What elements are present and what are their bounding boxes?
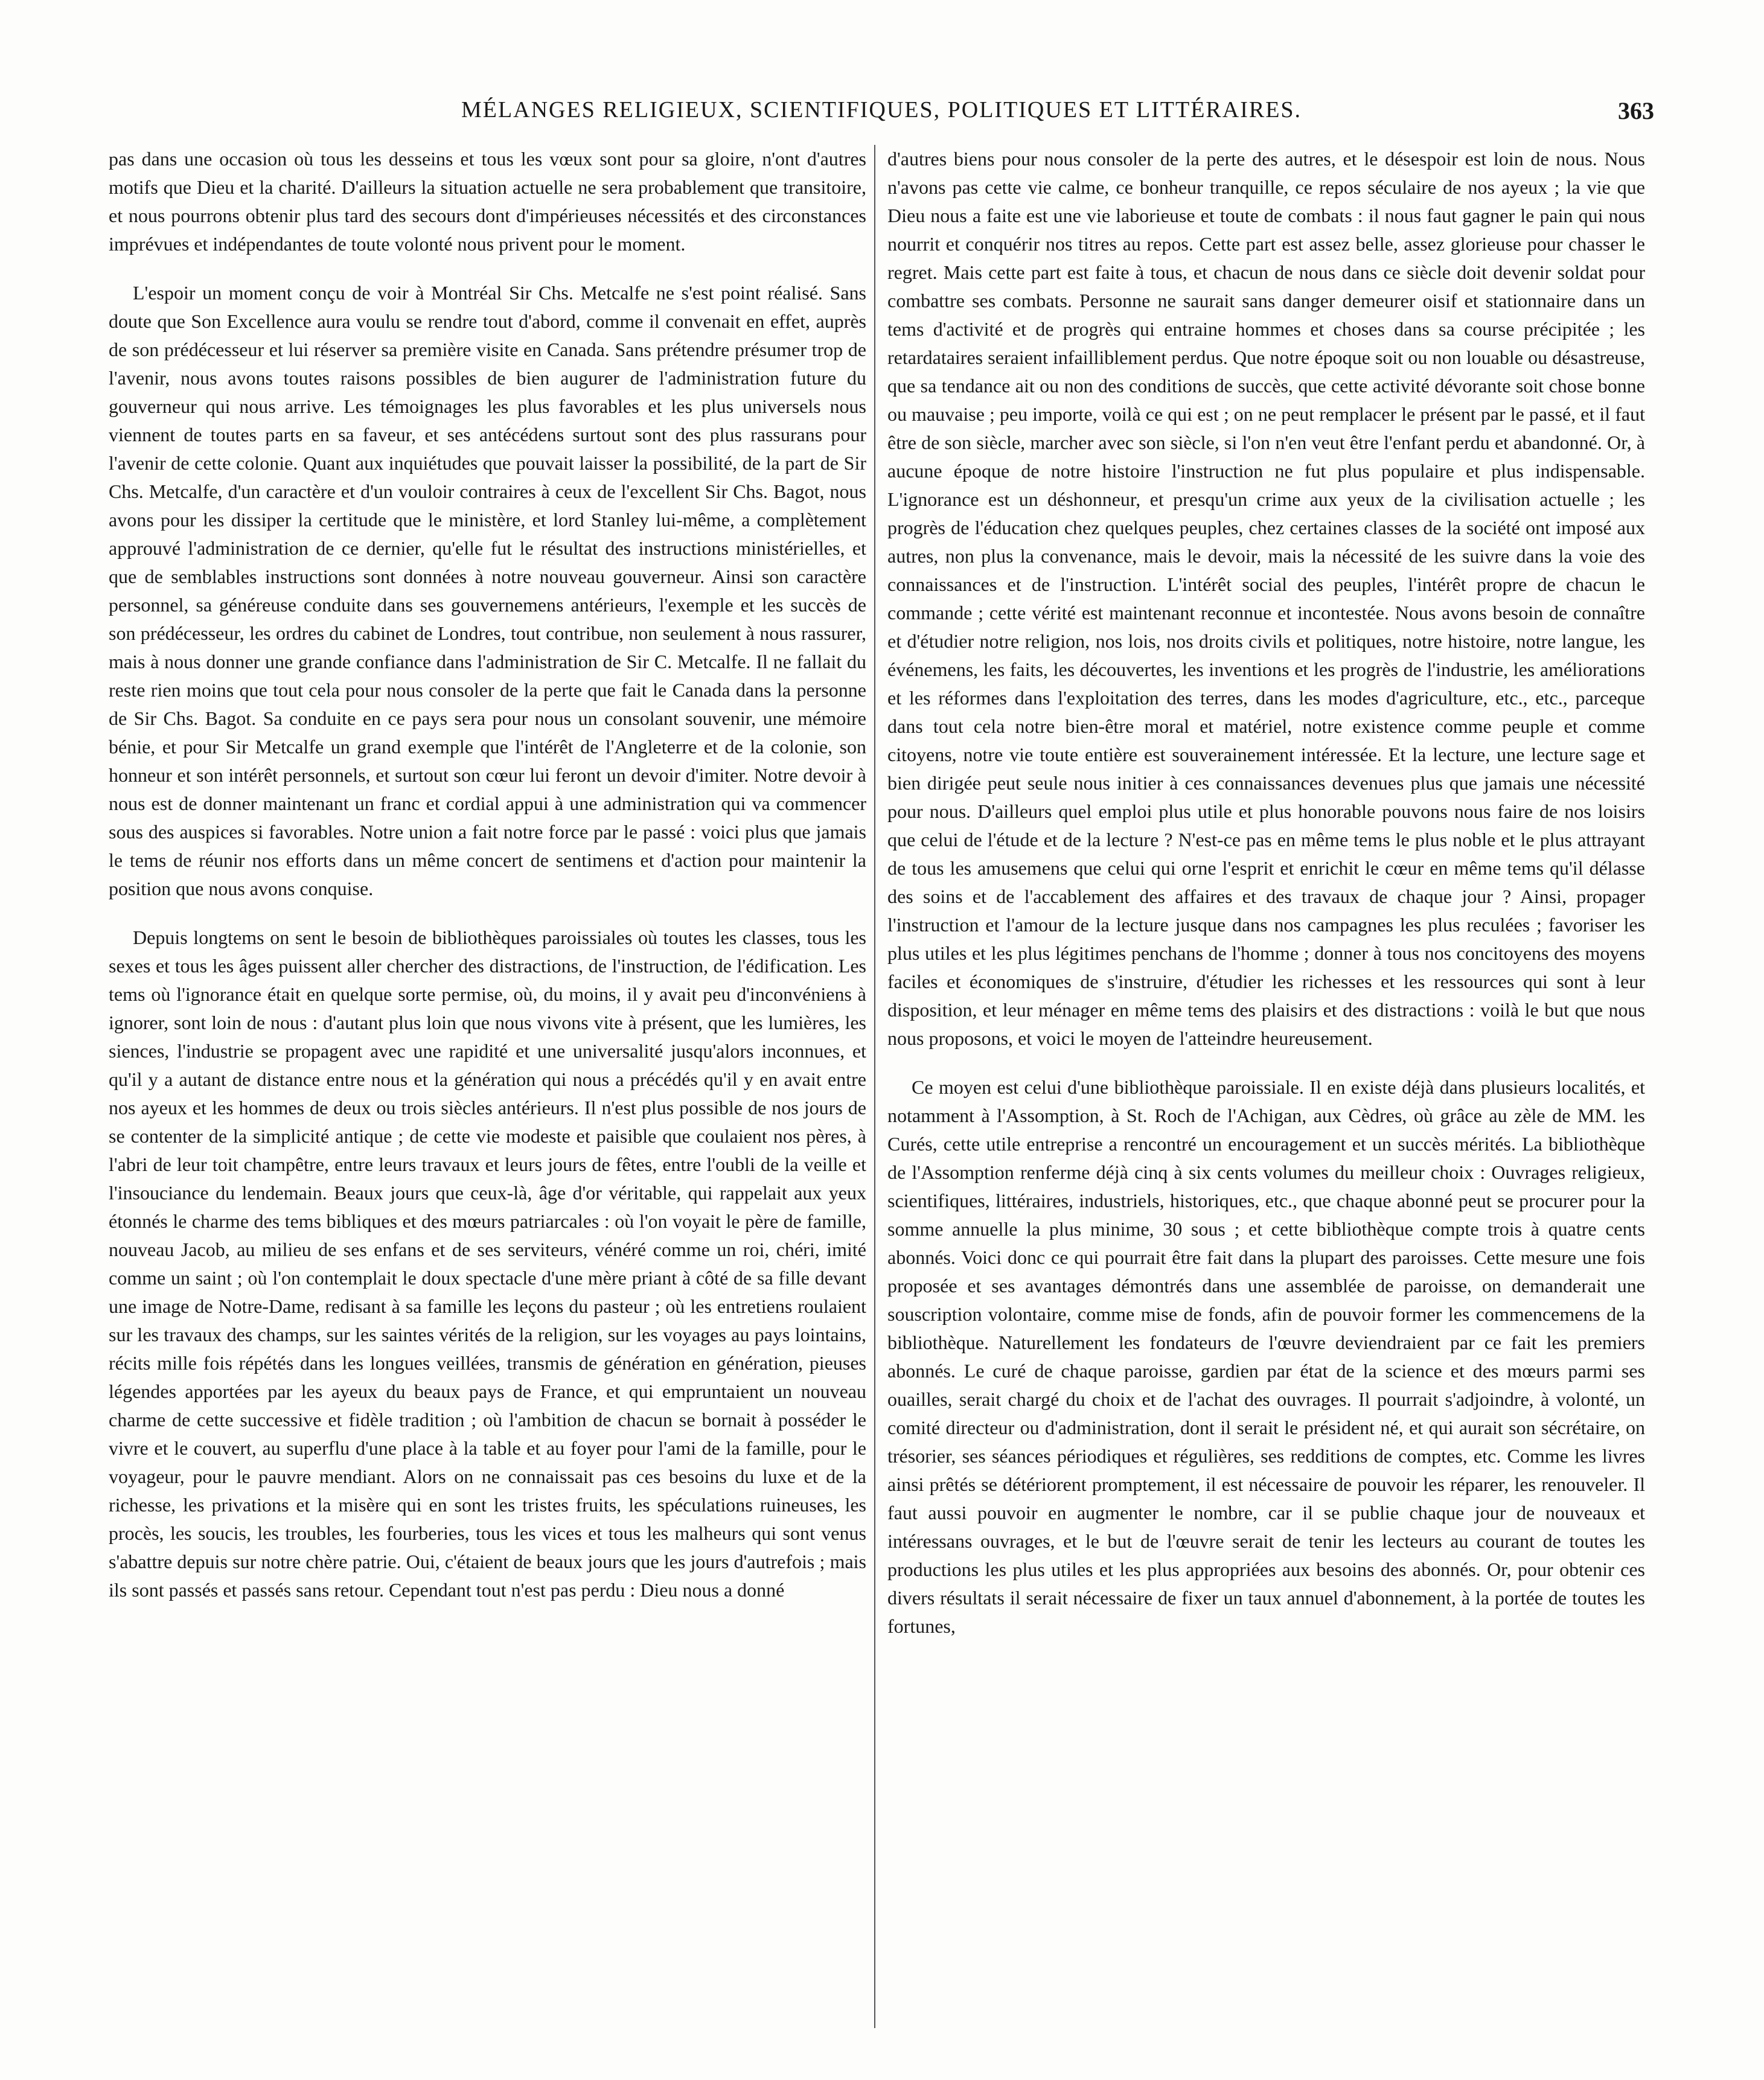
running-head: MÉLANGES RELIGIEUX, SCIENTIFIQUES, POLITIQUES ET LITTÉRAIRES.: [461, 97, 1302, 123]
page-number: 363: [1618, 97, 1654, 124]
page-header: [109, 97, 1654, 139]
paragraph-metcalfe: L'espoir un moment conçu de voir à Montréal Sir Chs. Metcalfe ne s'est point réalisé. Sans doute que Son Excellence aura voulu se rendre tout d'abord, comme il convenait en effet, auprès de son prédécesseur et lui réserver sa première visite en Canada. Sans prétendre présumer trop de l'avenir, nous avons toutes raisons possibles de bien augurer de l'administration future du gouverneur qui nous arrive. Les témoignages les plus favorables et les plus universels nous viennent de toutes parts en sa faveur, et ses antécédens surtout sont des plus rassurans pour l'avenir de cette colonie. Quant aux inquiétudes que pouvait laisser la possibilité, de la part de Sir Chs. Metcalfe, d'un caractère et d'un vouloir contraires à ceux de l'excellent Sir Chs. Bagot, nous avons pour les dissiper la certitude que le ministère, et lord Stanley lui-même, a complètement approuvé l'administration de ce dernier, qu'elle fut le résultat des instructions ministérielles, et que de semblables instructions sont données à notre nouveau gouverneur. Ainsi son caractère personnel, sa généreuse conduite dans ses gouvernemens antérieurs, l'exemple et les succès de son prédécesseur, les ordres du cabinet de Londres, tout contribue, non seulement à nous rassurer, mais à nous donner une grande confiance dans l'administration de Sir C. Metcalfe. Il ne fallait du reste rien moins que tout cela pour nous consoler de la perte que fait le Canada dans la personne de Sir Chs. Bagot. Sa conduite en ce pays sera pour nous un consolant souvenir, une mémoire bénie, et pour Sir Metcalfe un grand exemple que l'intérêt de l'Angleterre et de la colonie, son honneur et son intérêt personnels, et surtout son cœur lui feront un devoir d'imiter. Notre devoir à nous est de donner maintenant un franc et cordial appui à une administration qui va commencer sous des auspices si favorables. Notre union a fait notre force par le passé : voici plus que jamais le tems de réunir nos efforts dans un même concert de sentimens et d'action pour maintenir la position que nous avons conquise.: [109, 282, 866, 899]
left-column: [109, 145, 866, 2028]
paragraph-bibliotheques: Depuis longtems on sent le besoin de bibliothèques paroissiales où toutes les classes, tous les sexes et tous les âges puissent aller chercher des distractions, de l'instruction, de l'édification. Les tems où l'ignorance était en quelque sorte permise, où, du moins, il y avait peu d'inconvéniens à ignorer, sont loin de nous : d'autant plus loin que nous vivons vite à présent, que les lumières, les siences, l'industrie se propagent avec une rapidité et une universalité jusqu'alors inconnues, et qu'il y a autant de distance entre nous et la génération qui nous a précédés qu'il y en avait entre nos ayeux et les hommes de deux ou trois siècles antérieurs. Il n'est plus possible de nos jours de se contenter de la simplicité antique ; de cette vie modeste et paisible que coulaient nos pères, à l'abri de leur toit champêtre, entre leurs travaux et leurs jours de fêtes, entre l'oubli de la veille et l'insouciance du lendemain. Beaux jours que ceux-là, âge d'or véritable, qui rappelait aux yeux étonnés le charme des tems bibliques et des mœurs patriarcales : où l'on voyait le père de famille, nouveau Jacob, au milieu de ses enfans et de ses serviteurs, vénéré comme un roi, chéri, imité comme un saint ; où l'on contemplait le doux spectacle d'une mère priant à côté de sa fille devant une image de Notre-Dame, redisant à sa famille les leçons du pasteur ; où les entretiens roulaient sur les travaux des champs, sur les saintes vérités de la religion, sur les voyages au pays lointains, récits mille fois répétés dans les longues veillées, transmis de génération en génération, pieuses légendes apportées par les ayeux du beaux pays de France, et qui empruntaient un nouveau charme de cette successive et fidèle tradition ; où l'ambition de chacun se bornait à posséder le vivre et le couvert, au superflu d'une place à la table et au foyer pour l'ami de la famille, pour le voyageur, pour le pauvre mendiant. Alors on ne connaissait pas ces besoins du luxe et de la richesse, les privations et la misère qui en sont les tristes fruits, les spéculations ruineuses, les procès, les soucis, les troubles, les fourberies, tous les vices et tous les malheurs qui sont venus s'abattre depuis sur notre chère patrie. Oui, c'étaient de beaux jours que les jours d'autrefois ; mais ils sont passés et passés sans retour. Cependant tout n'est pas perdu : Dieu nous a donné: [109, 927, 866, 1601]
paragraph-continuation: pas dans une occasion où tous les desseins et tous les vœux sont pour sa gloire, n'ont d'autres motifs que Dieu et la charité. D'ailleurs la situation actuelle ne sera probablement que transitoire, et nous pourrons obtenir plus tard des secours dont d'impérieuses nécessités et des circonstances imprévues et indépendantes de toute volonté nous privent pour le moment.: [109, 148, 866, 255]
right-column: [887, 145, 1645, 2028]
paragraph-bibliotheque-paroissiale: Ce moyen est celui d'une bibliothèque paroissiale. Il en existe déjà dans plusieurs localités, et notamment à l'Assomption, à St. Roch de l'Achigan, aux Cèdres, où grâce au zèle de MM. les Curés, cette utile entreprise a rencontré un encouragement et un succès mérités. La bibliothèque de l'Assomption renferme déjà cinq à six cents volumes du meilleur choix : Ouvrages religieux, scientifiques, littéraires, industriels, historiques, etc., que chaque abonné peut se procurer pour la somme annuelle la plus minime, 30 sous ; et cette bibliothèque compte trois à quatre cents abonnés. Voici donc ce qui pourrait être fait dans la plupart des paroisses. Cette mesure une fois proposée et ses avantages démontrés dans une assemblée de paroisse, on demanderait une souscription volontaire, comme mise de fonds, afin de pouvoir former les commencemens de la bibliothèque. Naturellement les fondateurs de l'œuvre deviendraient par ce fait les premiers abonnés. Le curé de chaque paroisse, gardien par état de la science et des mœurs parmi ses ouailles, serait chargé du choix et de l'achat des ouvrages. Il pourrait s'adjoindre, à volonté, un comité directeur ou d'administration, dont il serait le président né, et qui aurait son sécrétaire, on trésorier, ses séances périodiques et régulières, ses redditions de comptes, etc. Comme les livres ainsi prêtés se détériorent promptement, il est nécessaire de pouvoir les réparer, les renouveler. Il faut aussi pouvoir en augmenter le nombre, car il se publie chaque jour de nouveaux et intéressans ouvrages, et le but de l'œuvre serait de tenir les lecteurs au courant de toutes les productions les plus utiles et les plus appropriées aux besoins des abonnés. Or, pour obtenir ces divers résultats il serait nécessaire de fixer un taux annuel d'abonnement, à la portée de toutes les fortunes,: [887, 1076, 1645, 1637]
column-divider: [874, 145, 875, 2028]
paragraph-instruction: d'autres biens pour nous consoler de la perte des autres, et le désespoir est loin de nous. Nous n'avons pas cette vie calme, ce bonheur tranquille, ce repos séculaire de nos ayeux ; la vie que Dieu nous a faite est une vie laborieuse et toute de combats : il nous faut gagner le pain qui nous nourrit et conquérir nos titres au repos. Cette part est assez belle, assez glorieuse pour chasser le regret. Mais cette part est faite à tous, et chacun de nous dans ce siècle doit devenir soldat pour combattre ses combats. Personne ne saurait sans danger demeurer oisif et stationnaire dans un tems d'activité et de progrès qui entraine hommes et choses dans sa course précipitée ; les retardataires seraient infailliblement perdus. Que notre époque soit ou non louable ou désastreuse, que sa tendance ait ou non des conditions de succès, que cette activité dévorante soit chose bonne ou mauvaise ; peu importe, voilà ce qui est ; on ne peut remplacer le présent par le passé, et il faut être de son siècle, marcher avec son siècle, si l'on n'en veut être l'enfant perdu et abandonné. Or, à aucune époque de notre histoire l'instruction ne fut plus populaire et plus indispensable. L'ignorance est un déshonneur, et presqu'un crime aux yeux de la civilisation actuelle ; les progrès de l'éducation chez quelques peuples, chez certaines classes de la société ont imposé aux autres, non plus la convenance, mais le devoir, mais la nécessité de les suivre dans la voie des connaissances et de l'instruction. L'intérêt social des peuples, l'intérêt propre de chacun le commande ; cette vérité est maintenant reconnue et incontestée. Nous avons besoin de connaître et d'étudier notre religion, nos lois, nos droits civils et politiques, notre histoire, notre langue, les événemens, les faits, les découvertes, les inventions et les progrès de l'industrie, les améliorations et les réformes dans l'exploitation des terres, dans les modes d'agriculture, etc., etc., parceque dans tout cela notre bien-être moral et matériel, notre existence comme peuple et comme citoyens, notre vie toute entière est souverainement intéressée. Et la lecture, une lecture sage et bien dirigée peut seule nous initier à ces connaissances devenues plus que jamais une nécessité pour nous. D'ailleurs quel emploi plus utile et plus honorable pouvons nous faire de nos loisirs que celui de l'étude et de la lecture ? N'est-ce pas en même tems le plus noble et le plus attrayant de tous les amusemens que celui qui orne l'esprit et enrichit le cœur en même tems qu'il délasse des soins et de l'accablement des affaires et des travaux de chaque jour ? Ainsi, propager l'instruction et l'amour de la lecture jusque dans nos campagnes les plus reculées ; favoriser les plus utiles et les plus légitimes penchans de l'homme ; donner à tous nos concitoyens des moyens faciles et économiques de s'instruire, d'étudier les richesses et les ressources qui sont à leur disposition, et leur ménager en même tems des plaisirs et des distractions : voilà le but que nous nous proposons, et voici le moyen de l'atteindre heureusement.: [887, 148, 1645, 1049]
